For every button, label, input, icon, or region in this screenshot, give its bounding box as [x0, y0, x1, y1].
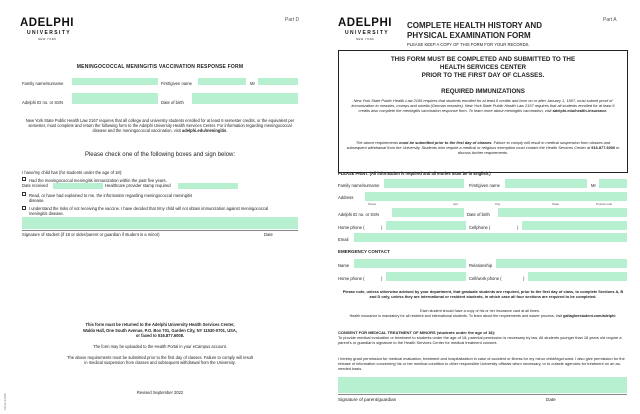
relationship-input[interactable] — [496, 259, 627, 268]
logo-university: UNIVERSITY — [345, 30, 390, 36]
first-name-label: First/given name — [161, 81, 192, 86]
option-2-label-1: Read, or have had explained to me, the information regarding meningococcal meningitis — [29, 192, 193, 198]
meningitis-link[interactable]: adelphi.edu/meningitis — [181, 128, 227, 134]
consent-title: CONSENT FOR MEDICAL TREATMENT OF MINORS (students under the age of 18): — [338, 330, 496, 335]
street-label: Street — [368, 202, 377, 206]
insurance-card-note: Each student should have a copy of his or her insurance card at all times. — [420, 309, 540, 313]
box-line-2: HEALTH SERVICES CENTER — [439, 64, 527, 71]
signature-input[interactable] — [22, 217, 298, 229]
mi-input[interactable] — [599, 179, 627, 188]
parent-date-label: Date — [546, 397, 556, 402]
relationship-label: Relationship — [469, 263, 493, 268]
logo-university: UNIVERSITY — [27, 30, 72, 36]
box-line-3: PRIOR TO THE FIRST DAY OF CLASSES. — [421, 72, 545, 79]
emergency-name-input[interactable] — [354, 259, 466, 268]
option-1-checkbox[interactable] — [22, 177, 26, 181]
title-sub: PLEASE KEEP A COPY OF THIS FORM FOR YOUR RECORDS. — [407, 42, 530, 47]
emergency-home-phone-label: Home phone ( — [338, 276, 365, 281]
instruction: Please check one of the following boxes and sign below: — [84, 152, 236, 158]
first-name-input[interactable] — [198, 78, 246, 85]
parent-signature-line — [338, 394, 627, 395]
health-insurance-link[interactable]: adelphi.edu/health-insurance — [552, 108, 607, 113]
logo-location: NEW YORK — [38, 37, 57, 41]
state-label: State — [552, 202, 560, 206]
address-label: Address — [338, 195, 354, 200]
revised-date: Revised September 2022 — [136, 390, 184, 395]
adelphi-id-input[interactable] — [392, 208, 464, 217]
return-title-1: This form must be returned to the Adelphi University Health Services Center, — [85, 322, 235, 327]
signature-label: Signature of student (if 18 or older/parent or guardian if student is a minor) — [22, 232, 160, 237]
part-label: Part D — [285, 17, 300, 23]
return-title-3: or faxed to 516.877.6008. — [135, 333, 185, 338]
part-label: Part A — [603, 17, 617, 23]
form-code: 10/22-23180 — [3, 393, 7, 410]
insurance-note: Health insurance is mandatory for all resident and international students. To learn about the requirements and waiver process, visit gallagherstudent.com/adelphi. — [349, 314, 617, 318]
box-line-1: THIS FORM MUST BE COMPLETED AND SUBMITTED TO THE — [390, 56, 576, 63]
emergency-name-label: Name — [338, 263, 350, 268]
adelphi-logo: ADELPHI — [20, 17, 74, 29]
parent-signature-input[interactable] — [338, 377, 627, 393]
address-input[interactable] — [365, 192, 627, 201]
emergency-home-paren: ) — [381, 276, 383, 281]
city-label: City — [495, 202, 501, 206]
family-name-label: Family name/surname — [22, 81, 64, 86]
family-name-input[interactable] — [384, 179, 464, 188]
option-3-label: I understand the risks of not receiving the vaccine. I have decided that I/my child will not obtain immunization against meningococcal meningitis disease. — [29, 206, 269, 217]
deadline-note: The above requirements must be submitted prior to the first day of classes. Failure to comply will result in medical suspension from classes and subsequent withdrawal from the University. — [67, 355, 253, 366]
adelphi-id-input[interactable] — [72, 93, 158, 104]
provider-stamp-label: Healthcare provider stamp required — [105, 183, 171, 188]
warning-text: The above requirements must be submitted prior to the first day of classes. Failure to comply will result in medical suspension from classes and subsequent withdrawal from the University. Students who require a medical or religious exemption must contact the Health Services Center at 516.877.6000 to discuss further requirements. — [346, 140, 620, 155]
emergency-cell-label: Cell/work phone ( — [469, 276, 502, 281]
family-name-input[interactable] — [72, 78, 158, 85]
req-title: REQUIRED IMMUNIZATIONS — [441, 88, 525, 95]
option-1-label: Had the meningococcal meningitis immunization within the past five years. — [29, 177, 167, 183]
return-title-2: Waldo Hall, One South Avenue, P.O. Box 701, Garden City, NY 11530-0701, USA, — [82, 327, 238, 333]
home-phone-label: Home phone ( — [338, 225, 365, 230]
date-received-input[interactable] — [53, 183, 103, 189]
consent-text: To provide medical evaluation or treatment to students under the age of 18, parental permission is necessary by law. All students younger than 18 years old require a parent's or guardian's signature to the Health Services Center for medical treatment consent. — [338, 335, 622, 345]
emergency-cell-paren: ) — [523, 276, 525, 281]
under-18-note: I have/my child has (for students under the age of 18): — [22, 170, 123, 175]
provider-stamp-input[interactable] — [178, 183, 238, 189]
postal-label: Postal code — [596, 202, 613, 206]
adelphi-id-label: Adelphi ID no. or SSN — [22, 100, 63, 105]
first-name-label: First/given name — [469, 183, 500, 188]
adelphi-logo: ADELPHI — [338, 17, 392, 29]
apt-label: Apt. — [453, 202, 459, 206]
dob-input[interactable] — [192, 93, 298, 104]
family-name-label: Family name/surname — [338, 183, 380, 188]
adelphi-id-label: Adelphi ID no. or SSN — [338, 212, 379, 217]
dob-label: Date of birth — [467, 212, 490, 217]
gallagher-link[interactable]: gallagherstudent.com/adelphi — [563, 314, 616, 318]
emergency-home-phone-input[interactable] — [386, 272, 466, 281]
cellphone-paren: ) — [517, 225, 519, 230]
graduate-note: Please note, unless otherwise advised by your department, that graduate students are required, prior to the first day of class, to complete Sections A, B and D only, unless they are international or resident students, in which case all four sections are required to be completed. — [342, 289, 624, 299]
print-note: PLEASE PRINT. (All information is required and all entries must be in English.) — [338, 171, 491, 176]
emergency-cell-input[interactable] — [528, 272, 627, 281]
parent-signature-label: Signature of parent/guardian — [338, 397, 397, 402]
option-2-label-2: disease. — [29, 197, 45, 203]
upload-note: The form may be uploaded to the Health Portal in your eCampus account. — [93, 344, 227, 349]
title-line-1: COMPLETE HEALTH HISTORY AND — [407, 21, 542, 30]
option-3-checkbox[interactable] — [22, 206, 26, 210]
cellphone-label: Cellphone ( — [469, 225, 491, 230]
cellphone-input[interactable] — [522, 221, 627, 230]
title-line-2: PHYSICAL EXAMINATION FORM — [407, 31, 531, 40]
dob-label: Date of birth — [161, 100, 184, 105]
home-phone-paren: ) — [381, 225, 383, 230]
intro-paragraph: New York State Public Health Law 2167 requires that all college and university students enrolled for at least 6 semester credits, or the equivalent per semester, must complete and return the following form to the Adelphi University Health Services Center. For information regarding meningococcal disease and the meningococcal vaccination, visit adelphi.edu/meningitis. — [25, 118, 295, 134]
mi-input[interactable] — [258, 78, 298, 85]
part-a-page — [320, 0, 640, 414]
mi-label: MI — [250, 81, 255, 86]
emergency-title: EMERGENCY CONTACT — [338, 249, 390, 254]
req-text: New York State Public Health Law 2165 requires that students enrolled for at least 6 credits and born on or after January 1, 1957, must submit proof of immunization to measles, mumps and rubella (German measles). New York State Public Health Law 2167 requires that all students enrolled for at least 6 credits also complete the meningitis vaccination response form. To learn more about meningitis vaccination, visit adelphi.edu/health-insurance. — [351, 98, 615, 113]
mi-label: MI — [591, 183, 596, 188]
date-received-label: Date received — [22, 183, 48, 188]
first-name-input[interactable] — [505, 179, 587, 188]
date-label: Date — [264, 232, 273, 237]
form-title: MENINGOCOCCAL MENINGITIS VACCINATION RESPONSE FORM — [76, 64, 244, 70]
dob-input[interactable] — [498, 208, 627, 217]
email-label: Email — [338, 237, 349, 242]
email-input[interactable] — [354, 233, 627, 242]
logo-location: NEW YORK — [356, 37, 375, 41]
option-2-checkbox[interactable] — [22, 192, 26, 196]
signature-line — [22, 230, 298, 231]
consent-text-2: I hereby grant permission for medical evaluation, treatment and hospitalization in case of accident or illness for my minor child/legal ward. I also give permission for the release of information concerning his or her medical condition to other responsible University officials when necessary, or to outside agencies for treatment on an as-needed basis. — [338, 356, 625, 371]
home-phone-input[interactable] — [386, 221, 466, 230]
